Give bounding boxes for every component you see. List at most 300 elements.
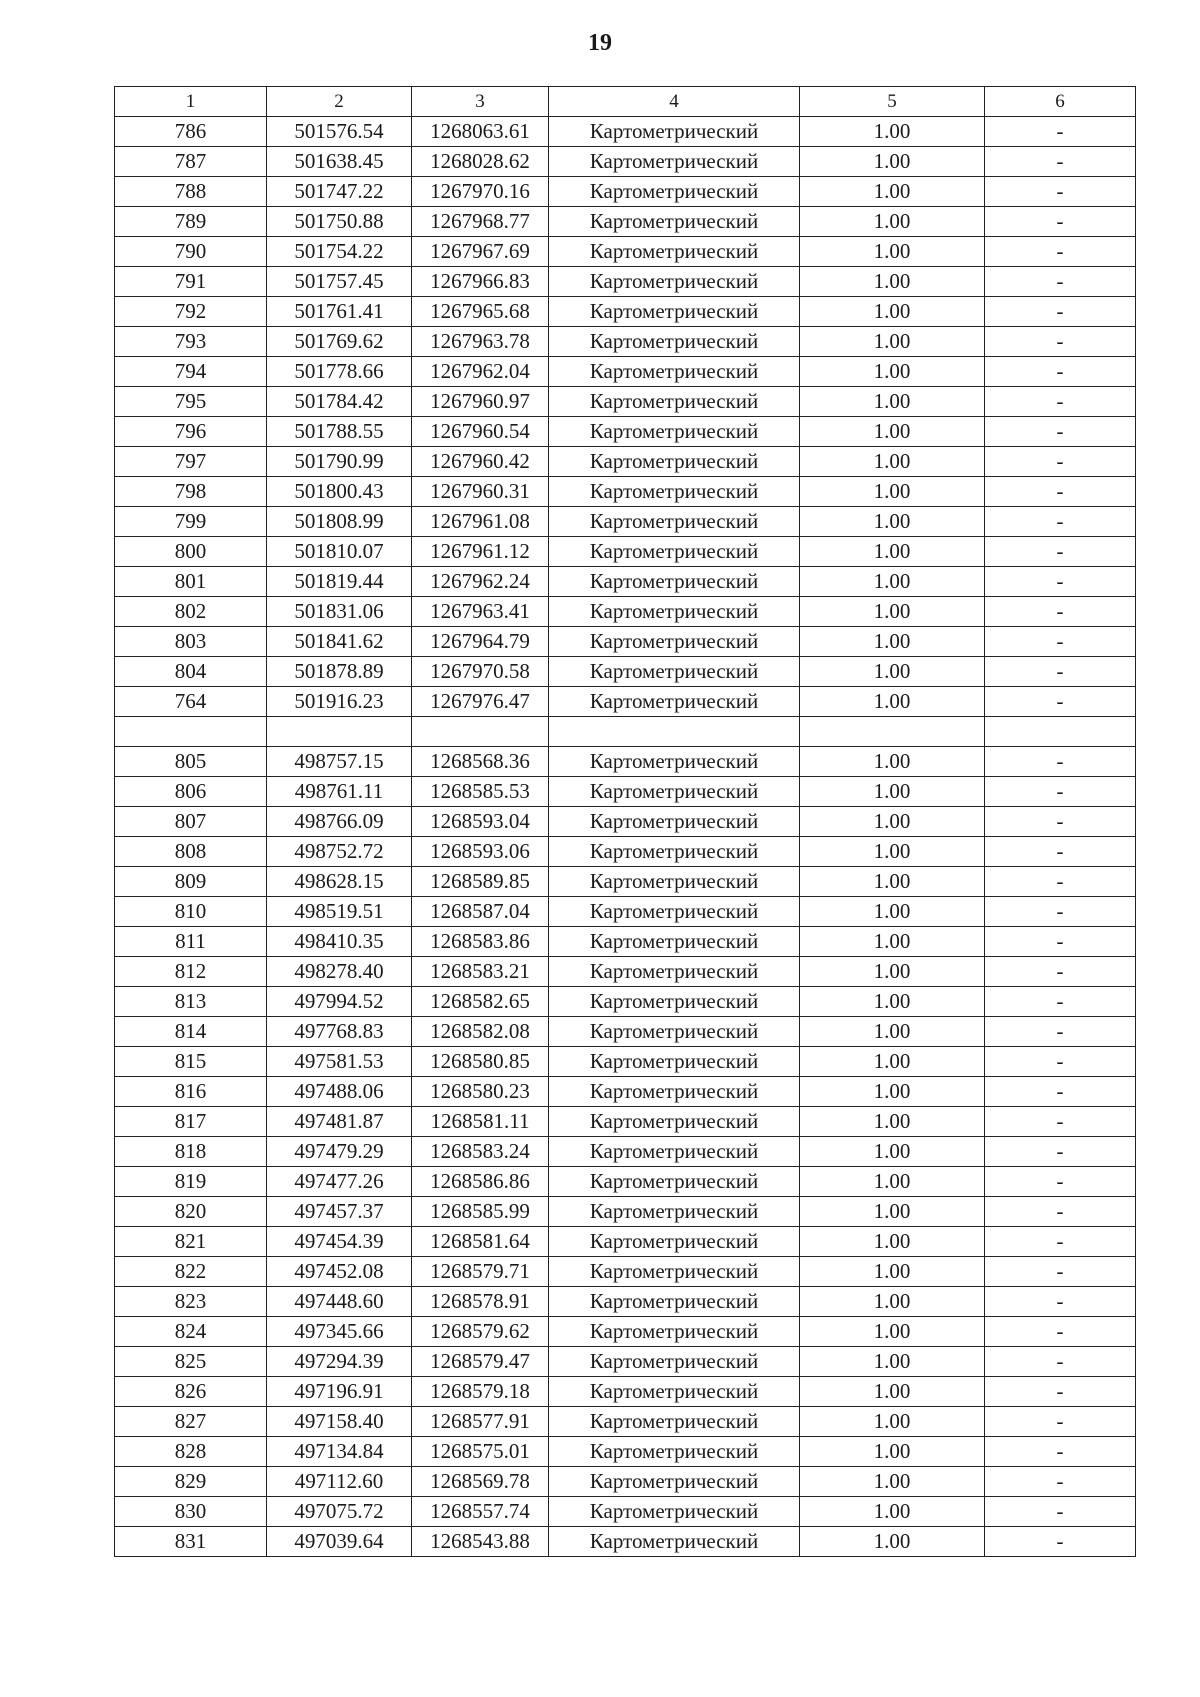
table-row [115, 627, 1136, 657]
x-coordinate-cell: 501841.62 [267, 627, 412, 657]
table-row [115, 1467, 1136, 1497]
note-cell: - [985, 1197, 1136, 1227]
note-cell: - [985, 417, 1136, 447]
y-coordinate-cell: 1268580.85 [412, 1047, 549, 1077]
note-cell: - [985, 447, 1136, 477]
method-cell: Картометрический [549, 207, 800, 237]
note-cell: - [985, 537, 1136, 567]
x-coordinate-cell: 498757.15 [267, 747, 412, 777]
table-row [115, 1137, 1136, 1167]
method-cell: Картометрический [549, 1257, 800, 1287]
point-number-cell: 807 [115, 807, 267, 837]
x-coordinate-cell: 497039.64 [267, 1527, 412, 1557]
note-cell: - [985, 1167, 1136, 1197]
table-row [115, 1167, 1136, 1197]
y-coordinate-cell: 1268063.61 [412, 117, 549, 147]
note-cell: - [985, 657, 1136, 687]
table-row [115, 447, 1136, 477]
accuracy-cell: 1.00 [800, 1527, 985, 1557]
note-cell: - [985, 777, 1136, 807]
method-cell: Картометрический [549, 507, 800, 537]
method-cell: Картометрический [549, 1347, 800, 1377]
column-header: 5 [800, 87, 985, 117]
y-coordinate-cell: 1268583.86 [412, 927, 549, 957]
x-coordinate-cell: 501769.62 [267, 327, 412, 357]
point-number-cell: 813 [115, 987, 267, 1017]
table-row [115, 1497, 1136, 1527]
y-coordinate-cell: 1267970.58 [412, 657, 549, 687]
accuracy-cell: 1.00 [800, 1437, 985, 1467]
column-header: 6 [985, 87, 1136, 117]
x-coordinate-cell: 501576.54 [267, 117, 412, 147]
column-header: 4 [549, 87, 800, 117]
note-cell: - [985, 687, 1136, 717]
accuracy-cell: 1.00 [800, 1047, 985, 1077]
point-number-cell: 795 [115, 387, 267, 417]
accuracy-cell: 1.00 [800, 567, 985, 597]
point-number-cell: 796 [115, 417, 267, 447]
note-cell: - [985, 1017, 1136, 1047]
accuracy-cell: 1.00 [800, 627, 985, 657]
y-coordinate-cell: 1268593.06 [412, 837, 549, 867]
point-number-cell: 799 [115, 507, 267, 537]
table-row [115, 657, 1136, 687]
x-coordinate-cell: 501819.44 [267, 567, 412, 597]
x-coordinate-cell: 498761.11 [267, 777, 412, 807]
point-number-cell: 812 [115, 957, 267, 987]
note-cell: - [985, 1467, 1136, 1497]
accuracy-cell: 1.00 [800, 1467, 985, 1497]
method-cell: Картометрический [549, 867, 800, 897]
point-number-cell: 793 [115, 327, 267, 357]
table-row [115, 207, 1136, 237]
accuracy-cell: 1.00 [800, 177, 985, 207]
y-coordinate-cell: 1267960.31 [412, 477, 549, 507]
y-coordinate-cell: 1268578.91 [412, 1287, 549, 1317]
table-row [115, 597, 1136, 627]
x-coordinate-cell: 497112.60 [267, 1467, 412, 1497]
y-coordinate-cell: 1268579.18 [412, 1377, 549, 1407]
point-number-cell: 792 [115, 297, 267, 327]
accuracy-cell: 1.00 [800, 927, 985, 957]
y-coordinate-cell: 1267964.79 [412, 627, 549, 657]
table-row [115, 897, 1136, 927]
y-coordinate-cell: 1268557.74 [412, 1497, 549, 1527]
method-cell: Картометрический [549, 777, 800, 807]
table-row [115, 267, 1136, 297]
table-row [115, 867, 1136, 897]
note-cell: - [985, 597, 1136, 627]
x-coordinate-cell: 497448.60 [267, 1287, 412, 1317]
y-coordinate-cell: 1268593.04 [412, 807, 549, 837]
note-cell: - [985, 357, 1136, 387]
table-row [115, 567, 1136, 597]
note-cell: - [985, 747, 1136, 777]
method-cell: Картометрический [549, 957, 800, 987]
point-number-cell: 787 [115, 147, 267, 177]
note-cell: - [985, 237, 1136, 267]
accuracy-cell: 1.00 [800, 1287, 985, 1317]
point-number-cell: 830 [115, 1497, 267, 1527]
accuracy-cell: 1.00 [800, 837, 985, 867]
note-cell: - [985, 207, 1136, 237]
accuracy-cell: 1.00 [800, 957, 985, 987]
note-cell: - [985, 387, 1136, 417]
table-row [115, 687, 1136, 717]
point-number-cell: 800 [115, 537, 267, 567]
accuracy-cell: 1.00 [800, 297, 985, 327]
accuracy-cell: 1.00 [800, 657, 985, 687]
method-cell: Картометрический [549, 897, 800, 927]
y-coordinate-cell: 1267966.83 [412, 267, 549, 297]
note-cell: - [985, 1317, 1136, 1347]
table-row [115, 357, 1136, 387]
point-number-cell: 794 [115, 357, 267, 387]
y-coordinate-cell: 1268581.64 [412, 1227, 549, 1257]
y-coordinate-cell: 1268569.78 [412, 1467, 549, 1497]
y-coordinate-cell: 1267976.47 [412, 687, 549, 717]
table-row [115, 1047, 1136, 1077]
note-cell: - [985, 1077, 1136, 1107]
table-row [115, 987, 1136, 1017]
point-number-cell: 820 [115, 1197, 267, 1227]
table-row [115, 1407, 1136, 1437]
method-cell: Картометрический [549, 927, 800, 957]
point-number-cell: 816 [115, 1077, 267, 1107]
y-coordinate-cell: 1267965.68 [412, 297, 549, 327]
x-coordinate-cell: 501916.23 [267, 687, 412, 717]
y-coordinate-cell [412, 717, 549, 747]
table-row [115, 1227, 1136, 1257]
note-cell: - [985, 1347, 1136, 1377]
point-number-cell: 814 [115, 1017, 267, 1047]
x-coordinate-cell: 501784.42 [267, 387, 412, 417]
x-coordinate-cell: 501810.07 [267, 537, 412, 567]
point-number-cell: 790 [115, 237, 267, 267]
table-row [115, 807, 1136, 837]
point-number-cell: 801 [115, 567, 267, 597]
method-cell: Картометрический [549, 1407, 800, 1437]
point-number-cell: 818 [115, 1137, 267, 1167]
accuracy-cell: 1.00 [800, 1407, 985, 1437]
table-row [115, 1437, 1136, 1467]
table-row [115, 417, 1136, 447]
note-cell: - [985, 1227, 1136, 1257]
table-row [115, 117, 1136, 147]
point-number-cell: 829 [115, 1467, 267, 1497]
y-coordinate-cell: 1268582.65 [412, 987, 549, 1017]
accuracy-cell: 1.00 [800, 1377, 985, 1407]
point-number-cell: 764 [115, 687, 267, 717]
note-cell: - [985, 1047, 1136, 1077]
note-cell: - [985, 507, 1136, 537]
accuracy-cell: 1.00 [800, 147, 985, 177]
y-coordinate-cell: 1267963.41 [412, 597, 549, 627]
accuracy-cell: 1.00 [800, 1317, 985, 1347]
y-coordinate-cell: 1268581.11 [412, 1107, 549, 1137]
note-cell: - [985, 1407, 1136, 1437]
table-row [115, 147, 1136, 177]
point-number-cell: 815 [115, 1047, 267, 1077]
accuracy-cell: 1.00 [800, 1137, 985, 1167]
x-coordinate-cell: 497457.37 [267, 1197, 412, 1227]
method-cell: Картометрический [549, 747, 800, 777]
accuracy-cell: 1.00 [800, 747, 985, 777]
column-header: 3 [412, 87, 549, 117]
point-number-cell: 806 [115, 777, 267, 807]
note-cell: - [985, 867, 1136, 897]
x-coordinate-cell: 497488.06 [267, 1077, 412, 1107]
table-row [115, 297, 1136, 327]
table-row [115, 1287, 1136, 1317]
note-cell: - [985, 1437, 1136, 1467]
method-cell: Картометрический [549, 1527, 800, 1557]
page-number: 19 [588, 30, 612, 56]
method-cell: Картометрический [549, 327, 800, 357]
note-cell: - [985, 927, 1136, 957]
method-cell: Картометрический [549, 1497, 800, 1527]
y-coordinate-cell: 1268028.62 [412, 147, 549, 177]
x-coordinate-cell: 497768.83 [267, 1017, 412, 1047]
table-row [115, 1257, 1136, 1287]
note-cell: - [985, 327, 1136, 357]
note-cell: - [985, 957, 1136, 987]
note-cell: - [985, 1257, 1136, 1287]
point-number-cell: 821 [115, 1227, 267, 1257]
accuracy-cell: 1.00 [800, 867, 985, 897]
method-cell: Картометрический [549, 1197, 800, 1227]
method-cell: Картометрический [549, 177, 800, 207]
note-cell: - [985, 837, 1136, 867]
table-row [115, 477, 1136, 507]
table-row [115, 1197, 1136, 1227]
note-cell: - [985, 267, 1136, 297]
point-number-cell: 811 [115, 927, 267, 957]
method-cell: Картометрический [549, 1227, 800, 1257]
method-cell: Картометрический [549, 627, 800, 657]
x-coordinate-cell: 497994.52 [267, 987, 412, 1017]
note-cell: - [985, 987, 1136, 1017]
method-cell: Картометрический [549, 297, 800, 327]
note-cell: - [985, 147, 1136, 177]
x-coordinate-cell: 497294.39 [267, 1347, 412, 1377]
y-coordinate-cell: 1267960.42 [412, 447, 549, 477]
y-coordinate-cell: 1268585.53 [412, 777, 549, 807]
x-coordinate-cell: 501757.45 [267, 267, 412, 297]
point-number-cell: 810 [115, 897, 267, 927]
table-row [115, 1377, 1136, 1407]
y-coordinate-cell: 1268585.99 [412, 1197, 549, 1227]
method-cell: Картометрический [549, 537, 800, 567]
table-row [115, 747, 1136, 777]
accuracy-cell: 1.00 [800, 1227, 985, 1257]
x-coordinate-cell: 497345.66 [267, 1317, 412, 1347]
point-number-cell: 798 [115, 477, 267, 507]
point-number-cell: 827 [115, 1407, 267, 1437]
accuracy-cell: 1.00 [800, 537, 985, 567]
accuracy-cell: 1.00 [800, 357, 985, 387]
y-coordinate-cell: 1267962.04 [412, 357, 549, 387]
accuracy-cell: 1.00 [800, 807, 985, 837]
table-row [115, 507, 1136, 537]
table-row [115, 237, 1136, 267]
y-coordinate-cell: 1267963.78 [412, 327, 549, 357]
y-coordinate-cell: 1268580.23 [412, 1077, 549, 1107]
y-coordinate-cell: 1268579.47 [412, 1347, 549, 1377]
table-row [115, 927, 1136, 957]
table-body [115, 117, 1136, 1557]
y-coordinate-cell: 1268589.85 [412, 867, 549, 897]
coordinates-table [114, 86, 1136, 1557]
method-cell: Картометрический [549, 1137, 800, 1167]
table-row [115, 1107, 1136, 1137]
note-cell: - [985, 1377, 1136, 1407]
y-coordinate-cell: 1267961.08 [412, 507, 549, 537]
table-row-separator [115, 717, 1136, 747]
y-coordinate-cell: 1267968.77 [412, 207, 549, 237]
x-coordinate-cell: 498410.35 [267, 927, 412, 957]
method-cell: Картометрический [549, 1467, 800, 1497]
x-coordinate-cell: 501788.55 [267, 417, 412, 447]
x-coordinate-cell: 501754.22 [267, 237, 412, 267]
x-coordinate-cell [267, 717, 412, 747]
table-row [115, 537, 1136, 567]
x-coordinate-cell: 498766.09 [267, 807, 412, 837]
note-cell: - [985, 567, 1136, 597]
y-coordinate-cell: 1268579.62 [412, 1317, 549, 1347]
point-number-cell: 828 [115, 1437, 267, 1467]
y-coordinate-cell: 1268586.86 [412, 1167, 549, 1197]
note-cell: - [985, 807, 1136, 837]
x-coordinate-cell: 498752.72 [267, 837, 412, 867]
note-cell: - [985, 177, 1136, 207]
point-number-cell: 826 [115, 1377, 267, 1407]
x-coordinate-cell: 498278.40 [267, 957, 412, 987]
point-number-cell [115, 717, 267, 747]
method-cell: Картометрический [549, 477, 800, 507]
accuracy-cell: 1.00 [800, 1197, 985, 1227]
accuracy-cell: 1.00 [800, 1017, 985, 1047]
x-coordinate-cell: 501790.99 [267, 447, 412, 477]
y-coordinate-cell: 1267960.54 [412, 417, 549, 447]
accuracy-cell: 1.00 [800, 1347, 985, 1377]
x-coordinate-cell: 497075.72 [267, 1497, 412, 1527]
method-cell: Картометрический [549, 357, 800, 387]
table-row [115, 1077, 1136, 1107]
point-number-cell: 805 [115, 747, 267, 777]
y-coordinate-cell: 1268583.21 [412, 957, 549, 987]
accuracy-cell: 1.00 [800, 237, 985, 267]
point-number-cell: 817 [115, 1107, 267, 1137]
accuracy-cell: 1.00 [800, 447, 985, 477]
table-row [115, 777, 1136, 807]
accuracy-cell: 1.00 [800, 1107, 985, 1137]
table-header-row [115, 87, 1136, 117]
note-cell: - [985, 117, 1136, 147]
method-cell: Картометрический [549, 987, 800, 1017]
table-row [115, 327, 1136, 357]
method-cell: Картометрический [549, 597, 800, 627]
y-coordinate-cell: 1267960.97 [412, 387, 549, 417]
accuracy-cell: 1.00 [800, 207, 985, 237]
method-cell: Картометрический [549, 687, 800, 717]
point-number-cell: 823 [115, 1287, 267, 1317]
point-number-cell: 808 [115, 837, 267, 867]
y-coordinate-cell: 1268579.71 [412, 1257, 549, 1287]
accuracy-cell: 1.00 [800, 507, 985, 537]
table-row [115, 837, 1136, 867]
y-coordinate-cell: 1267962.24 [412, 567, 549, 597]
accuracy-cell: 1.00 [800, 597, 985, 627]
method-cell: Картометрический [549, 807, 800, 837]
x-coordinate-cell: 497134.84 [267, 1437, 412, 1467]
point-number-cell: 802 [115, 597, 267, 627]
x-coordinate-cell: 501778.66 [267, 357, 412, 387]
accuracy-cell: 1.00 [800, 1167, 985, 1197]
column-header: 2 [267, 87, 412, 117]
table-row [115, 1347, 1136, 1377]
accuracy-cell: 1.00 [800, 1257, 985, 1287]
method-cell: Картометрический [549, 1377, 800, 1407]
x-coordinate-cell: 498628.15 [267, 867, 412, 897]
note-cell: - [985, 477, 1136, 507]
y-coordinate-cell: 1268577.91 [412, 1407, 549, 1437]
note-cell: - [985, 1527, 1136, 1557]
x-coordinate-cell: 501747.22 [267, 177, 412, 207]
y-coordinate-cell: 1268575.01 [412, 1437, 549, 1467]
accuracy-cell: 1.00 [800, 387, 985, 417]
note-cell: - [985, 1497, 1136, 1527]
x-coordinate-cell: 501831.06 [267, 597, 412, 627]
y-coordinate-cell: 1267967.69 [412, 237, 549, 267]
x-coordinate-cell: 501638.45 [267, 147, 412, 177]
table-row [115, 1527, 1136, 1557]
point-number-cell: 804 [115, 657, 267, 687]
point-number-cell: 819 [115, 1167, 267, 1197]
x-coordinate-cell: 497581.53 [267, 1047, 412, 1077]
method-cell: Картометрический [549, 1077, 800, 1107]
accuracy-cell: 1.00 [800, 1077, 985, 1107]
accuracy-cell [800, 717, 985, 747]
x-coordinate-cell: 501750.88 [267, 207, 412, 237]
note-cell: - [985, 1137, 1136, 1167]
method-cell: Картометрический [549, 387, 800, 417]
y-coordinate-cell: 1268587.04 [412, 897, 549, 927]
accuracy-cell: 1.00 [800, 1497, 985, 1527]
point-number-cell: 831 [115, 1527, 267, 1557]
x-coordinate-cell: 501800.43 [267, 477, 412, 507]
point-number-cell: 803 [115, 627, 267, 657]
accuracy-cell: 1.00 [800, 897, 985, 927]
y-coordinate-cell: 1268583.24 [412, 1137, 549, 1167]
accuracy-cell: 1.00 [800, 987, 985, 1017]
x-coordinate-cell: 501761.41 [267, 297, 412, 327]
point-number-cell: 825 [115, 1347, 267, 1377]
point-number-cell: 791 [115, 267, 267, 297]
x-coordinate-cell: 497454.39 [267, 1227, 412, 1257]
method-cell: Картометрический [549, 567, 800, 597]
method-cell: Картометрический [549, 1047, 800, 1077]
note-cell: - [985, 297, 1136, 327]
accuracy-cell: 1.00 [800, 687, 985, 717]
point-number-cell: 789 [115, 207, 267, 237]
point-number-cell: 809 [115, 867, 267, 897]
method-cell: Картометрический [549, 837, 800, 867]
table-row [115, 177, 1136, 207]
accuracy-cell: 1.00 [800, 117, 985, 147]
method-cell: Картометрический [549, 147, 800, 177]
column-header: 1 [115, 87, 267, 117]
